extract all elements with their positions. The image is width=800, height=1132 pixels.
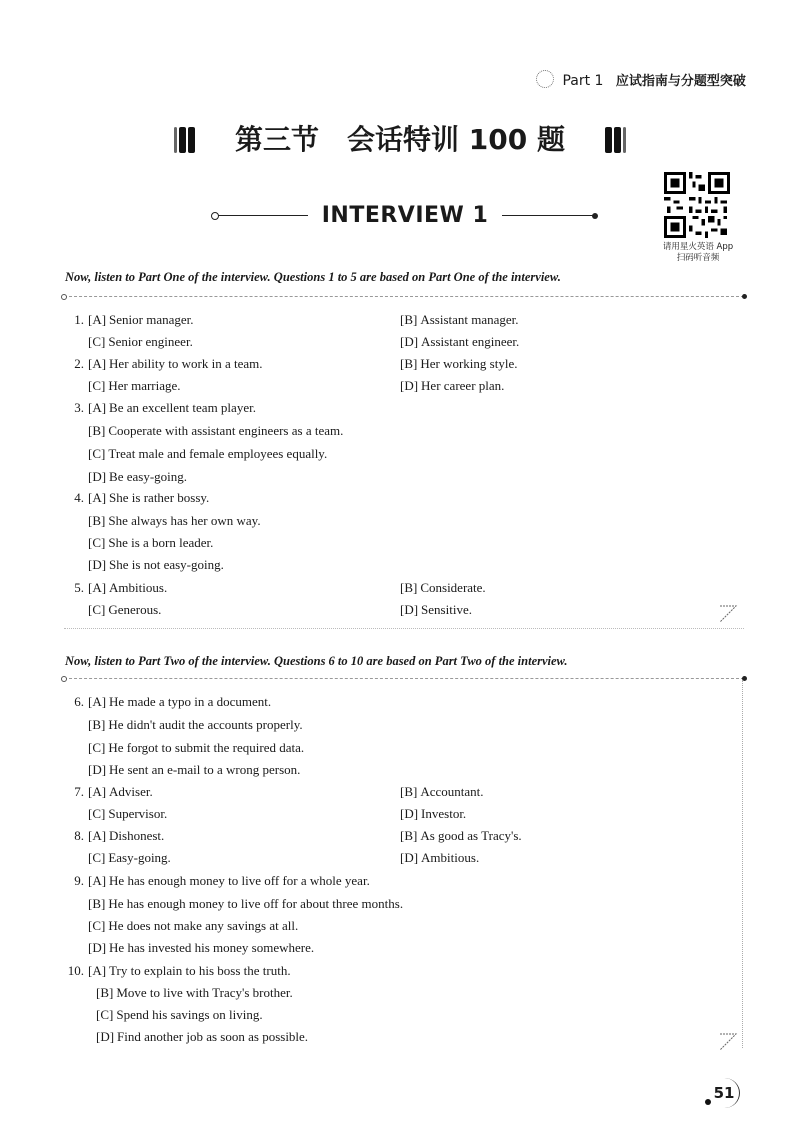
option-text: Accountant. [420,784,484,799]
question-10-option-c [96,1007,263,1023]
option-letter: [B] [88,423,106,438]
part-two-rule [64,678,744,679]
option-letter: [D] [96,1029,115,1044]
option-letter: [D] [88,557,107,572]
option-text: Try to explain to his boss the truth. [109,963,291,978]
qr-code-icon[interactable] [664,172,730,238]
option-letter: [A] [88,312,107,327]
option-letter: [D] [88,762,107,777]
option-letter: [C] [88,740,106,755]
option-letter: [C] [88,918,106,933]
question-6 [64,694,271,710]
corner-fold-icon [718,1032,738,1052]
page-number: 51 [709,1078,740,1108]
option-letter: [D] [88,940,107,955]
option-letter: [C] [88,602,106,617]
option-text: As good as Tracy's. [420,828,522,843]
option-letter: [B] [88,513,106,528]
question-7-option-c [88,806,167,822]
option-text: Spend his savings on living. [116,1007,263,1022]
option-text: Easy-going. [108,850,171,865]
question-7-option-b [400,784,484,800]
option-text: She is rather bossy. [109,490,210,505]
option-letter: [D] [400,806,419,821]
option-letter: [A] [88,828,107,843]
section-title-text: 第三节 会话特训 100 题 [235,123,565,156]
option-letter: [A] [88,580,107,595]
option-text: Her working style. [420,356,518,371]
option-text: He has enough money to live off for about three months. [108,896,404,911]
question-6-option-b [88,717,303,733]
question-9-option-b [88,896,403,912]
part-one-rule [64,296,744,297]
option-text: She is a born leader. [108,535,214,550]
option-letter: [A] [88,873,107,888]
option-letter: [C] [88,446,106,461]
option-letter: [C] [88,378,106,393]
question-6-option-c [88,740,304,756]
option-text: Her career plan. [421,378,505,393]
option-text: Assistant engineer. [421,334,520,349]
option-letter: [D] [400,334,419,349]
option-letter: [C] [88,535,106,550]
option-text: He has enough money to live off for a whole year. [109,873,370,888]
question-5-option-c [88,602,161,618]
question-1 [64,312,194,328]
section-title [0,118,800,160]
option-text: Find another job as soon as possible. [117,1029,309,1044]
option-letter: [A] [88,400,107,415]
question-number: 4. [74,490,84,505]
option-text: Cooperate with assistant engineers as a team. [108,423,344,438]
question-2 [64,356,262,372]
option-letter: [B] [400,784,418,799]
question-4-option-c [88,535,213,551]
option-letter: [D] [400,602,419,617]
option-text: Senior manager. [109,312,194,327]
option-text: He didn't audit the accounts properly. [108,717,303,732]
option-text: Considerate. [420,580,486,595]
option-text: Be easy-going. [109,469,188,484]
option-text: Assistant manager. [420,312,519,327]
qr-caption-line-1: 请用星火英语 App [662,242,734,252]
question-7-option-d [400,806,466,822]
question-number: 9. [74,873,84,888]
question-4 [64,490,209,506]
part-one-instruction: Now, listen to Part One of the interview. Questions 1 to 5 are based on Part One of the interview. [65,270,561,284]
option-text: Move to live with Tracy's brother. [116,985,293,1000]
part-two-instruction: Now, listen to Part Two of the interview. Questions 6 to 10 are based on Part Two of the interview. [65,654,568,668]
question-2-option-d [400,378,504,394]
question-number: 5. [74,580,84,595]
question-1-option-b [400,312,519,328]
question-9 [64,873,370,889]
option-letter: [B] [96,985,114,1000]
chapter-header [536,70,746,89]
question-1-option-c [88,334,193,350]
option-text: Be an excellent team player. [109,400,256,415]
qr-caption-line-2: 扫码听音频 [676,253,720,263]
question-number: 1. [74,312,84,327]
option-text: He has invested his money somewhere. [109,940,315,955]
question-8 [64,828,164,844]
option-letter: [D] [400,850,419,865]
right-bars-icon [604,127,627,160]
option-letter: [B] [400,580,418,595]
option-letter: [A] [88,490,107,505]
option-text: Adviser. [109,784,153,799]
option-text: Ambitious. [109,580,168,595]
question-3-option-b [88,423,343,439]
interview-title: INTERVIEW 1 [321,202,489,228]
qr-caption [650,242,746,264]
question-5-option-b [400,580,486,596]
question-number: 7. [74,784,84,799]
question-number: 6. [74,694,84,709]
option-text: Sensitive. [421,602,472,617]
question-1-option-d [400,334,519,350]
part-circle-icon [536,70,554,88]
option-letter: [B] [400,828,418,843]
option-text: Senior engineer. [108,334,193,349]
question-7 [64,784,153,800]
option-letter: [B] [88,717,106,732]
option-text: Investor. [421,806,467,821]
option-text: He does not make any savings at all. [108,918,299,933]
question-number: 10. [67,963,84,978]
option-text: Ambitious. [421,850,480,865]
option-letter: [B] [400,356,418,371]
option-text: Generous. [108,602,162,617]
part-separator [64,628,744,629]
option-letter: [B] [400,312,418,327]
option-letter: [A] [88,963,107,978]
option-letter: [C] [88,334,106,349]
option-text: He forgot to submit the required data. [108,740,305,755]
corner-fold-icon [718,604,738,624]
question-6-option-d [88,762,300,778]
option-text: He sent an e-mail to a wrong person. [109,762,301,777]
question-9-option-c [88,918,298,934]
question-2-option-c [88,378,181,394]
part-label: Part 1 [562,73,604,89]
left-bars-icon [173,127,196,160]
option-letter: [C] [88,806,106,821]
question-8-option-d [400,850,479,866]
question-4-option-b [88,513,261,529]
question-2-option-b [400,356,517,372]
question-10-option-b [96,985,293,1001]
option-letter: [A] [88,784,107,799]
question-8-option-b [400,828,522,844]
option-text: Supervisor. [108,806,168,821]
question-number: 3. [74,400,84,415]
option-text: She is not easy-going. [109,557,224,572]
question-number: 2. [74,356,84,371]
question-10-option-d [96,1029,308,1045]
option-letter: [A] [88,356,107,371]
question-9-option-d [88,940,314,956]
part-two-frame [742,680,743,1048]
chapter-subtitle: 应试指南与分题型突破 [615,74,746,89]
option-text: He made a typo in a document. [109,694,272,709]
question-8-option-c [88,850,171,866]
question-5-option-d [400,602,472,618]
question-4-option-d [88,557,224,573]
question-3-option-d [88,469,187,485]
question-3-option-c [88,446,327,462]
option-letter: [C] [96,1007,114,1022]
option-letter: [A] [88,694,107,709]
option-letter: [B] [88,896,106,911]
question-number: 8. [74,828,84,843]
option-text: Treat male and female employees equally. [108,446,328,461]
question-5 [64,580,167,596]
interview-heading [215,200,595,230]
option-text: Her marriage. [108,378,181,393]
option-letter: [D] [400,378,419,393]
option-text: Her ability to work in a team. [109,356,263,371]
option-text: She always has her own way. [108,513,261,528]
option-letter: [C] [88,850,106,865]
question-3 [64,400,256,416]
option-letter: [D] [88,469,107,484]
option-text: Dishonest. [109,828,165,843]
question-10 [64,963,291,979]
